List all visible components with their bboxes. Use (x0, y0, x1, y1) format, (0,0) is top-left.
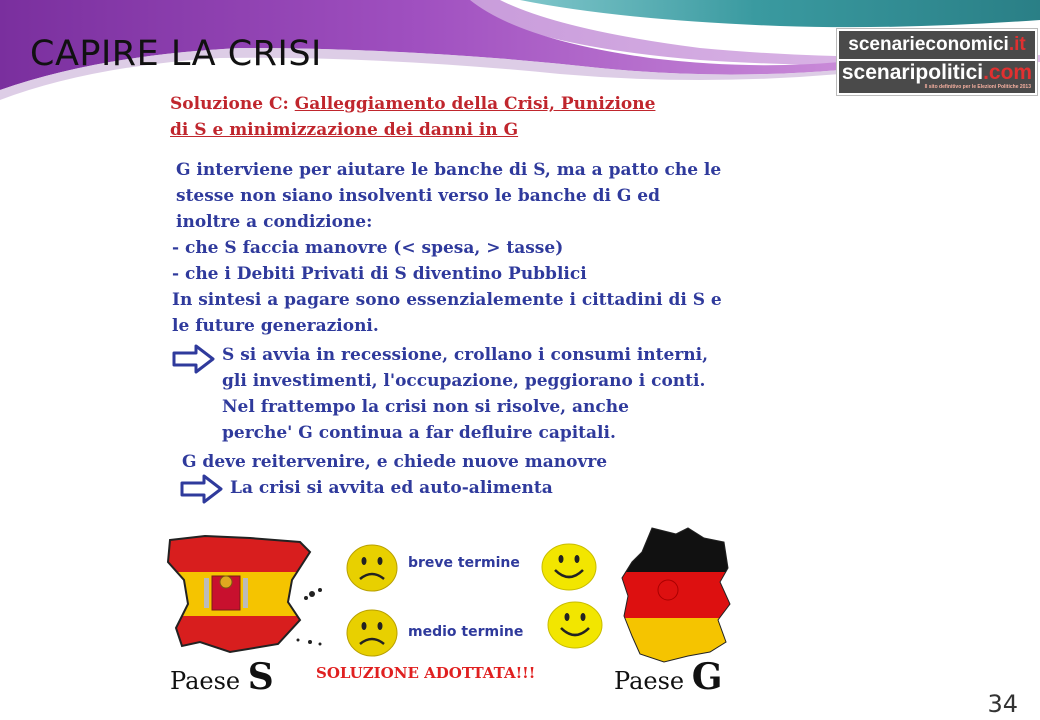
body-line: In sintesi a pagare sono essenzialemente i cittadini di S e (172, 290, 722, 310)
body-line: G interviene per aiutare le banche di S, ma a patto che le (176, 160, 722, 180)
arrow-block-line: perche' G continua a far defluire capitali. (222, 423, 616, 443)
solution-title-line1: Galleggiamento della Crisi, Punizione (294, 94, 656, 114)
slide-title: CAPIRE LA CRISI (30, 34, 322, 74)
body-line: le future generazioni. (172, 316, 379, 336)
logo-tagline: Il sito definitivo per le Elezioni Politiche 2013 (924, 84, 1031, 90)
reintervene-line: G deve reitervenire, e chiede nuove manovre (182, 452, 608, 472)
arrow-block-line: gli investimenti, l'occupazione, peggiorano i conti. (222, 371, 706, 391)
solution-title-line2: di S e minimizzazione dei danni in G (170, 120, 519, 140)
happy-face-icon (546, 600, 604, 650)
sad-face-icon (345, 543, 399, 593)
country-s-label (170, 656, 274, 698)
logo-scenaripolitici (839, 61, 1035, 93)
site-logo (836, 28, 1038, 96)
country-s-letter: S (247, 656, 274, 698)
country-g-label (614, 656, 722, 698)
logo-line2-name: scenaripolitici (841, 61, 984, 84)
country-g-letter: G (691, 656, 723, 698)
logo-line1-name: scenarieconomici (848, 34, 1009, 55)
spain-map-flag-icon (160, 532, 332, 664)
body-line: stesse non siano insolventi verso le banche di G ed (176, 186, 661, 206)
short-term-label: breve termine (408, 555, 520, 571)
body-line: inoltre a condizione: (176, 212, 373, 232)
adopted-solution-label: SOLUZIONE ADOTTATA!!! (316, 664, 536, 682)
arrow-block-2-line: La crisi si avvita ed auto-alimenta (230, 478, 553, 498)
germany-map-flag-icon (618, 524, 738, 666)
solution-heading-line1 (170, 94, 655, 114)
arrow-block-line: S si avvia in recessione, crollano i consumi interni, (222, 345, 709, 365)
logo-line1-tld: .it (1008, 34, 1026, 55)
logo-scenarieconomici (839, 31, 1035, 59)
body-line: - che S faccia manovre (< spesa, > tasse) (172, 238, 564, 258)
right-arrow-icon (180, 474, 224, 504)
solution-prefix: Soluzione C: (170, 94, 295, 114)
page-number: 34 (987, 690, 1018, 718)
sad-face-icon (345, 608, 399, 658)
happy-face-icon (540, 542, 598, 592)
solution-heading-line2 (170, 120, 518, 140)
country-s-prefix: Paese (170, 667, 248, 695)
arrow-block-line: Nel frattempo la crisi non si risolve, anche (222, 397, 629, 417)
logo-line2-tld: .com (983, 61, 1033, 84)
medium-term-label: medio termine (408, 624, 524, 640)
country-g-prefix: Paese (614, 667, 692, 695)
right-arrow-icon (172, 344, 216, 374)
body-line: - che i Debiti Privati di S diventino Pubblici (172, 264, 587, 284)
